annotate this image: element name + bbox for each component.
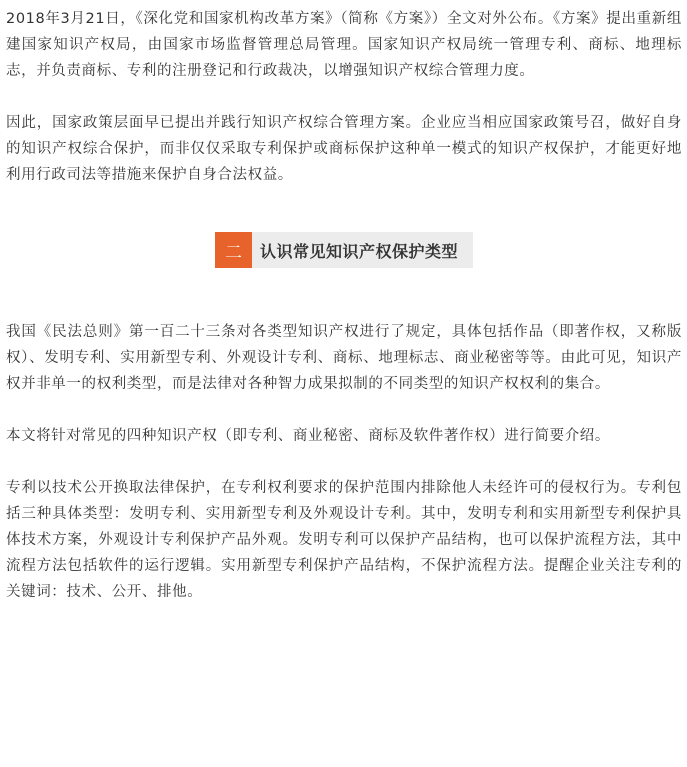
section-title: 认识常见知识产权保护类型 bbox=[260, 241, 459, 261]
paragraph-patent: 专利以技术公开换取法律保护，在专利权利要求的保护范围内排除他人未经许可的侵权行为。专利包括三种具体类型：发明专利、实用新型专利及外观设计专利。其中，发明专利和实用新型专利保护具体技术方案，外观设计专利保护产品外观。发明专利可以保护产品结构，也可以保护流程方法，其中流程方法包括软件的运行逻辑。实用新型专利保护产品结构，不保护流程方法。提醒企业关注专利的关键词：技术、公开、排他。 bbox=[6, 480, 682, 600]
section-heading-box bbox=[215, 232, 473, 268]
paragraph-reform-plan: 2018年3月21日，《深化党和国家机构改革方案》（简称《方案》）全文对外公布。《方案》提出重新组建国家知识产权局，由国家市场监督管理总局管理。国家知识产权局统一管理专利、商标、地理标志，并负责商标、专利的注册登记和行政裁决，以增强知识产权综合管理力度。 bbox=[6, 11, 682, 79]
paragraph-intro-four-types: 本文将针对常见的四种知识产权（即专利、商业秘密、商标及软件著作权）进行简要介绍。 bbox=[6, 428, 610, 444]
paragraph-policy-response: 因此，国家政策层面早已提出并践行知识产权综合管理方案。企业应当相应国家政策号召，做好自身的知识产权综合保护，而非仅仅采取专利保护或商标保护这种单一模式的知识产权保护，才能更好地利用行政司法等措施来保护自身合法权益。 bbox=[6, 115, 682, 183]
section-heading bbox=[6, 232, 682, 268]
section-number-badge: 二 bbox=[215, 232, 252, 268]
article-body bbox=[6, 6, 682, 605]
paragraph-civil-code: 我国《民法总则》第一百二十三条对各类型知识产权进行了规定，具体包括作品（即著作权，又称版权）、发明专利、实用新型专利、外观设计专利、商标、地理标志、商业秘密等等。由此可见，知识产权并非单一的权利类型，而是法律对各种智力成果拟制的不同类型的知识产权权利的集合。 bbox=[6, 324, 682, 392]
